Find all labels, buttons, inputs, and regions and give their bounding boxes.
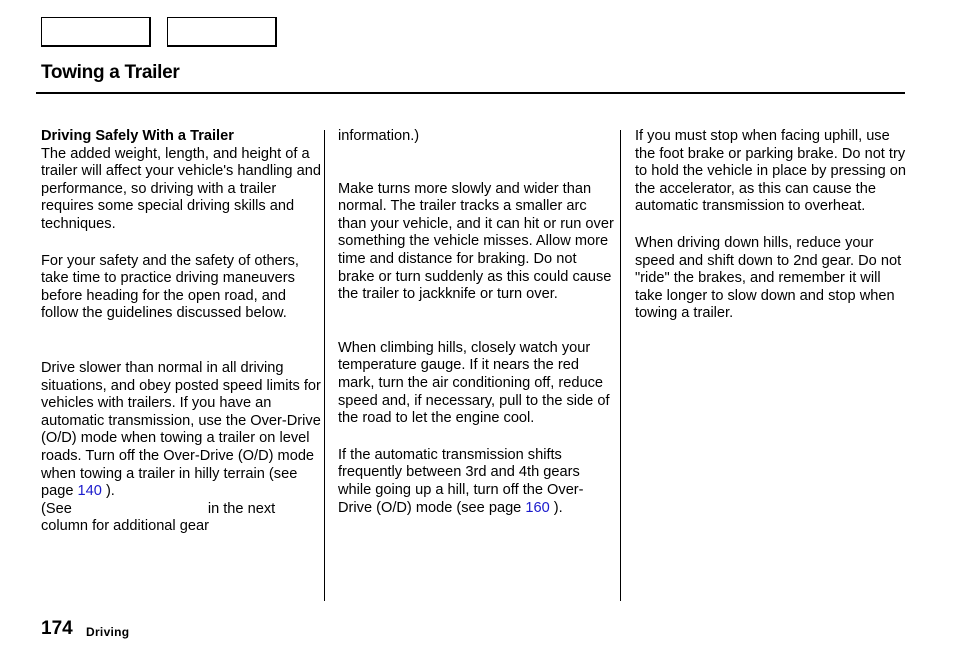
paragraph-2: For your safety and the safety of others, take time to practice driving maneuvers before heading for the open road, and follow the guidelines discussed below.: [41, 252, 299, 322]
column-3: [635, 128, 907, 323]
column-1: [41, 128, 321, 536]
paragraph-4-start: (See: [41, 500, 72, 517]
paragraph-2: Make turns more slowly and wider than normal. The trailer tracks a smaller arc than your vehicle, and it can hit or run over something the vehicle misses. Allow more time and distance for braking. Do not brake or turn suddenly as this could cause the trailer to jackknife or turn over.: [338, 180, 614, 303]
footer-section-label: Driving: [86, 625, 130, 639]
column-2: [338, 128, 616, 517]
paragraph-3-text: Drive slower than normal in all driving situations, and obey posted speed limits for vehicles with trailers. If you have an automatic transmission, use the Over-Drive (O/D) mode when towing a trailer on level roads. Turn off the Over-Drive (O/D) mode when towing a trailer in hilly terrain (see page: [41, 359, 321, 500]
paragraph-1: information.): [338, 128, 420, 144]
title-divider: [36, 92, 905, 94]
prev-nav-button[interactable]: [41, 17, 151, 47]
paragraph-4-text: If the automatic transmission shifts frequently between 3rd and 4th gears while going up a hill, turn off the Over-Drive (O/D) mode (see page: [338, 446, 584, 516]
paragraph-3: When climbing hills, closely watch your temperature gauge. If it nears the red mark, turn the air conditioning off, reduce speed and, if necessary, pull to the side of the road to let the engine cool.: [338, 339, 610, 427]
paragraph-4-end: in the next column for additional gear: [41, 500, 276, 535]
page-number: 174: [41, 618, 73, 639]
column-divider-1: [324, 130, 325, 601]
next-nav-button[interactable]: [167, 17, 277, 47]
page-title: Towing a Trailer: [41, 62, 180, 83]
page-140-link[interactable]: 140: [77, 483, 102, 500]
paragraph-1: The added weight, length, and height of a trailer will affect your vehicle's handling and performance, so driving with a trailer requires some special driving skills and techniques.: [41, 145, 321, 232]
paragraph-4: [338, 447, 616, 517]
column-divider-2: [620, 130, 621, 601]
paragraph-3: [41, 360, 321, 501]
paragraph-4: [41, 501, 321, 536]
paragraph-1: If you must stop when facing uphill, use the foot brake or parking brake. Do not try to hold the vehicle in place by pressing on the accelerator, as this can cause the automatic transmission to overheat.: [635, 128, 906, 215]
paragraph-2: When driving down hills, reduce your speed and shift down to 2nd gear. Do not "ride" the brakes, and remember it will take longer to slow down and stop when towing a trailer.: [635, 234, 902, 322]
paragraph-3-end: ).: [101, 483, 115, 500]
page-160-link[interactable]: 160: [525, 499, 550, 516]
paragraph-4-end: ).: [549, 499, 563, 516]
section-heading: Driving Safely With a Trailer: [41, 128, 234, 144]
